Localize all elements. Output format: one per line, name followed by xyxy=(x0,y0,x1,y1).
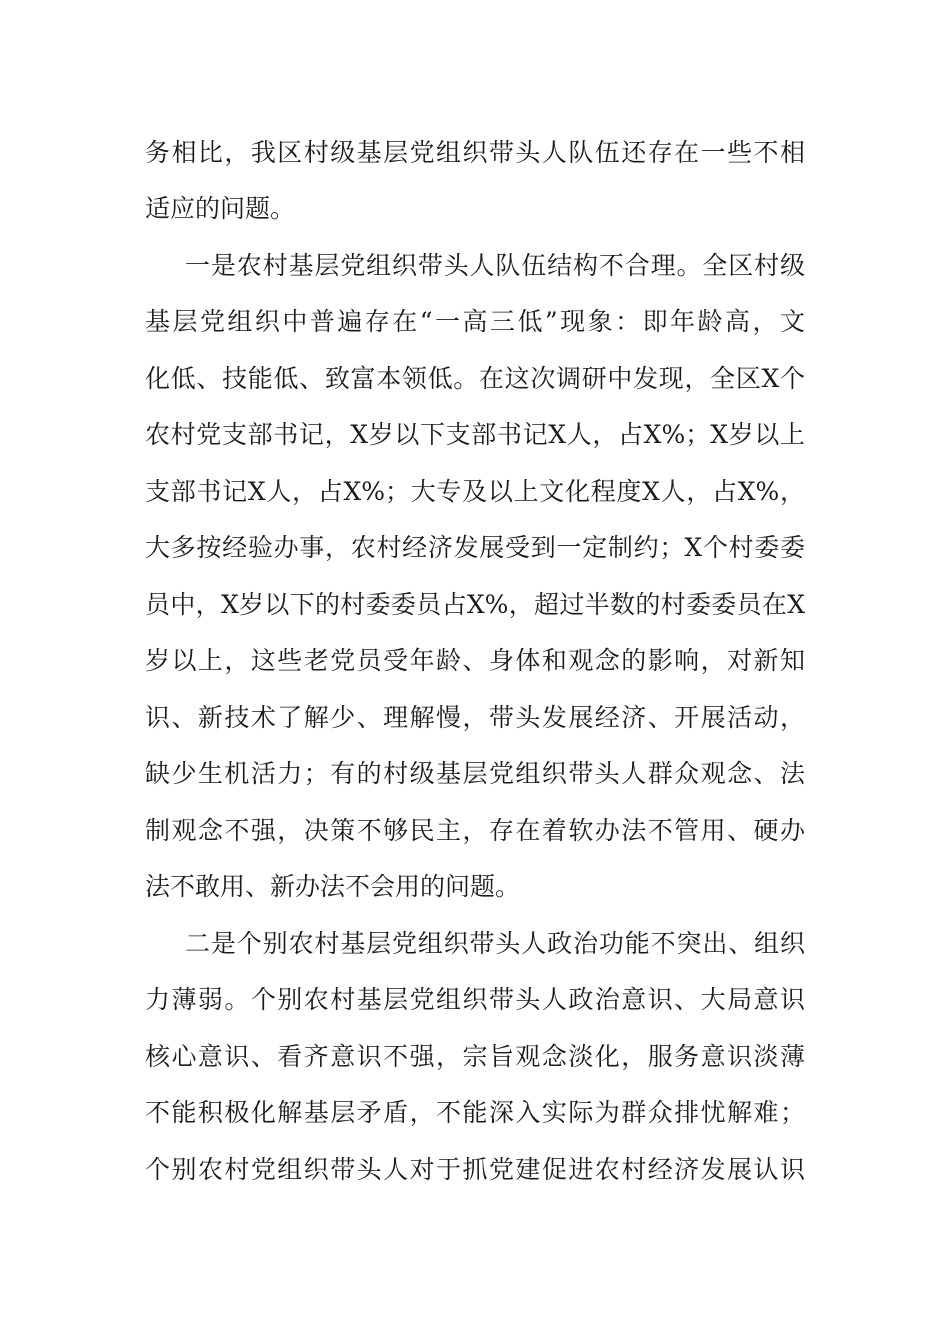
text-line-16: 力薄弱。个别农村基层党组织带头人政治意识、大局意识 xyxy=(145,985,805,1014)
paragraph-1-heading-line: 一是农村基层党组织带头人队伍结构不合理。全区村级 xyxy=(185,251,805,280)
text-line-10: 岁以上，这些老党员受年龄、身体和观念的影响，对新知 xyxy=(145,646,805,675)
text-line-7: 支部书记X人，占X%；大专及以上文化程度X人，占X%， xyxy=(145,477,805,506)
text-line-6: 农村党支部书记，X岁以下支部书记X人，占X%；X岁以上 xyxy=(145,420,805,449)
text-line-4: 基层党组织中普遍存在“一高三低”现象：即年龄高，文 xyxy=(145,307,805,336)
text-line-13: 制观念不强，决策不够民主，存在着软办法不管用、硬办 xyxy=(145,816,805,845)
text-line-1: 务相比，我区村级基层党组织带头人队伍还存在一些不相 xyxy=(145,138,805,167)
text-line-5: 化低、技能低、致富本领低。在这次调研中发现，全区X个 xyxy=(145,364,805,393)
text-line-2: 适应的问题。 xyxy=(145,194,296,223)
text-line-17: 核心意识、看齐意识不强，宗旨观念淡化，服务意识淡薄 xyxy=(145,1042,805,1071)
text-line-12: 缺少生机活力；有的村级基层党组织带头人群众观念、法 xyxy=(145,759,805,788)
text-line-18: 不能积极化解基层矛盾，不能深入实际为群众排忧解难； xyxy=(145,1098,805,1127)
text-line-14: 法不敢用、新办法不会用的问题。 xyxy=(145,872,521,901)
paragraph-2-heading-line: 二是个别农村基层党组织带头人政治功能不突出、组织 xyxy=(185,929,805,958)
text-line-9: 员中，X岁以下的村委委员占X%，超过半数的村委委员在X xyxy=(145,590,805,619)
text-line-19: 个别农村党组织带头人对于抓党建促进农村经济发展认识 xyxy=(145,1155,805,1184)
text-line-8: 大多按经验办事，农村经济发展受到一定制约；X个村委委 xyxy=(145,533,805,562)
text-line-11: 识、新技术了解少、理解慢，带头发展经济、开展活动， xyxy=(145,703,805,732)
